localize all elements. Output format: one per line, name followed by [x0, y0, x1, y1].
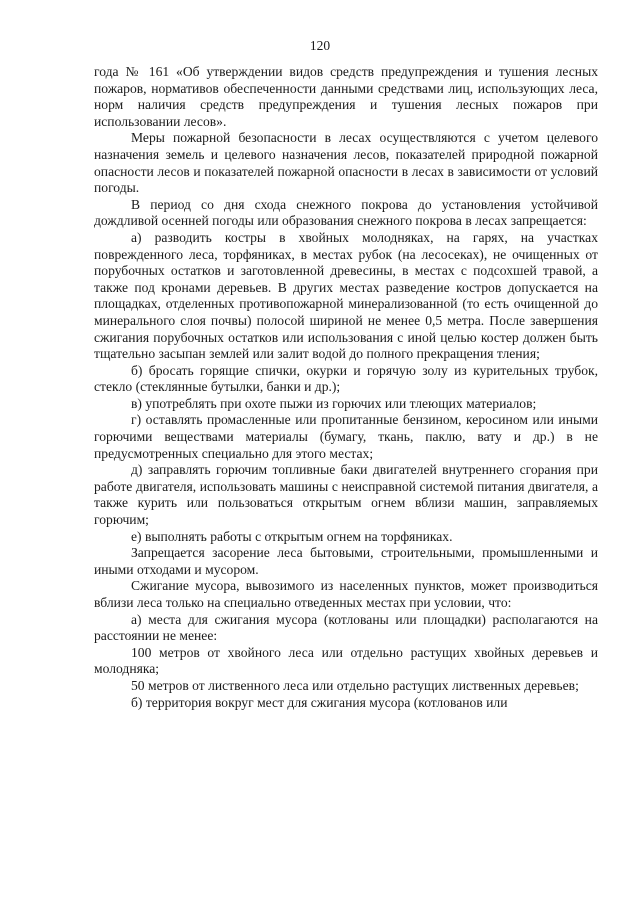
- paragraph-garbage-burning: Сжигание мусора, вывозимого из населенных пунктов, может производиться вблизи леса только на специально отведенных местах при условии, что:: [94, 578, 598, 610]
- list-item-a-burning-sites: а) места для сжигания мусора (котлованы или площадки) располагаются на расстоянии не менее:: [94, 611, 598, 644]
- list-item-g-oily-materials: г) оставлять промасленные или пропитанные бензином, керосином или иными горючими веществами материалы (бумагу, ткань, паклю, вату и др.) в не предусмотренных специально для этого местах;: [94, 412, 598, 461]
- list-item-a-campfires: а) разводить костры в хвойных молодняках, на гарях, на участках поврежденного леса, торфяниках, в местах рубок (на лесосеках), не очищенных от порубочных остатков и заготовленной древесины, в местах с подсохшей травой, а также под кронами деревьев. В других местах разведение костров допускается на площадках, отделенных противопожарной минерализованной (то есть очищенной до минерального слоя почвы) полосой шириной не менее 0,5 метра. После завершения сжигания порубочных остатков или использования с иной целью костер должен быть тщательно засыпан землей или залит водой до полного прекращения тления;: [94, 229, 598, 362]
- paragraph-prohibited-period: В период со дня схода снежного покрова до установления устойчивой дождливой осенней погоды или образования снежного покрова в лесах запрещается:: [94, 196, 598, 229]
- paragraph-continuation: года № 161 «Об утверждении видов средств предупреждения и тушения лесных пожаров, нормативов обеспеченности данными средствами лиц, использующих леса, норм наличия средств предупреждения и тушения лесных пожаров при использовании лесов».: [94, 64, 598, 129]
- paragraph-littering-ban: Запрещается засорение леса бытовыми, строительными, промышленными и иными отходами и мусором.: [94, 545, 598, 577]
- list-item-b-territory: б) территория вокруг мест для сжигания мусора (котлованов или: [131, 694, 508, 710]
- distance-deciduous: 50 метров от лиственного леса или отдельно растущих лиственных деревьев;: [131, 677, 579, 693]
- page-number: 120: [309, 38, 331, 53]
- list-item-b-matches: б) бросать горящие спички, окурки и горячую золу из курительных трубок, стекло (стеклянные бутылки, банки и др.);: [94, 362, 598, 395]
- paragraph-fire-safety-measures: Меры пожарной безопасности в лесах осуществляются с учетом целевого назначения земель и целевого назначения лесов, показателей природной пожарной опасности лесов и показателей пожарной опасности в лесах в зависимости от условий погоды.: [94, 130, 598, 196]
- list-item-e-peat-work: е) выполнять работы с открытым огнем на торфяниках.: [131, 528, 453, 544]
- distance-coniferous: 100 метров от хвойного леса или отдельно растущих хвойных деревьев и молодняка;: [94, 644, 598, 677]
- document-body: [94, 64, 598, 711]
- list-item-d-refueling: д) заправлять горючим топливные баки двигателей внутреннего сгорания при работе двигателя, использовать машины с неисправной системой питания двигателя, а также курить или пользоваться открытым огнем вблизи машин, заправляемых горючим;: [94, 462, 598, 528]
- list-item-v-wads: в) употреблять при охоте пыжи из горючих или тлеющих материалов;: [131, 395, 537, 411]
